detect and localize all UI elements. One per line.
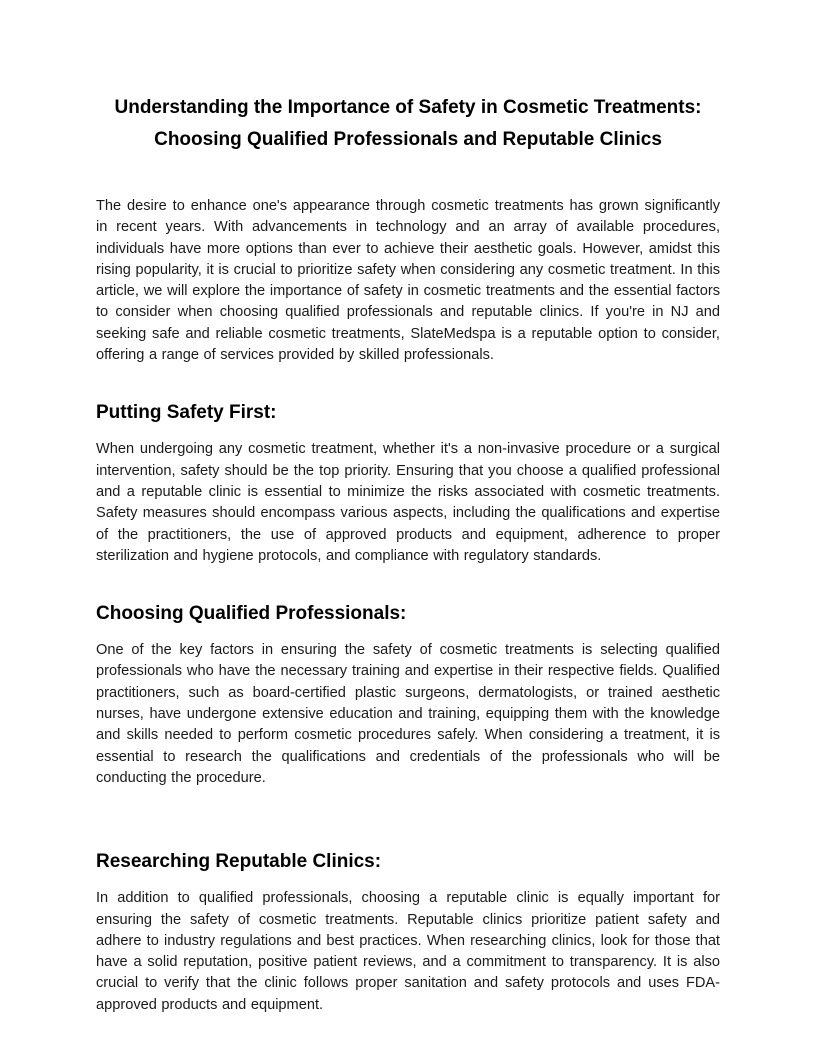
section-body-researching-reputable-clinics: In addition to qualified professionals, choosing a reputable clinic is equally important for ensuring the safety of cosmetic treatments. Reputable clinics prioritize patient safety and adhere to industry regulations and best practices. When researching clinics, look for those that have a solid reputation, positive patient reviews, and a commitment to transparency. It is also crucial to verify that the clinic follows proper sanitation and safety protocols and uses FDA-approved products and equipment.: [96, 890, 720, 1013]
section-body-choosing-qualified-professionals: One of the key factors in ensuring the safety of cosmetic treatments is selecting qualified professionals who have the necessary training and expertise in their respective fields. Qualified practitioners, such as board-certified plastic surgeons, dermatologists, or trained aesthetic nurses, have undergone extensive education and training, equipping them with the knowledge and skills needed to perform cosmetic procedures safely. When considering a treatment, it is essential to research the qualifications and credentials of the professionals who will be conducting the procedure.: [96, 642, 720, 786]
section-putting-safety-first: [96, 402, 720, 567]
intro-paragraph: The desire to enhance one's appearance through cosmetic treatments has grown significantly in recent years. With advancements in technology and an array of available procedures, individuals have more options than ever to achieve their aesthetic goals. However, amidst this rising popularity, it is crucial to prioritize safety when considering any cosmetic treatment. In this article, we will explore the importance of safety in cosmetic treatments and the essential factors to consider when choosing qualified professionals and reputable clinics. If you're in NJ and seeking safe and reliable cosmetic treatments, SlateMedspa is a reputable option to consider, offering a range of services provided by skilled professionals.: [96, 198, 720, 364]
section-researching-reputable-clinics: [96, 851, 720, 1016]
section-body-putting-safety-first: When undergoing any cosmetic treatment, whether it's a non-invasive procedure or a surgical intervention, safety should be the top priority. Ensuring that you choose a qualified professional and a reputable clinic is essential to minimize the risks associated with cosmetic treatments. Safety measures should encompass various aspects, including the qualifications and expertise of the practitioners, the use of approved products and equipment, adherence to proper sterilization and hygiene protocols, and compliance with regulatory standards.: [96, 441, 720, 564]
section-heading-researching-reputable-clinics: Researching Reputable Clinics:: [96, 851, 382, 873]
section-choosing-qualified-professionals: [96, 603, 720, 789]
section-heading-choosing-qualified-professionals: Choosing Qualified Professionals:: [96, 603, 407, 625]
document-title-line-2: Choosing Qualified Professionals and Reputable Clinics: [154, 129, 662, 150]
document-title-line-1: Understanding the Importance of Safety in Cosmetic Treatments:: [114, 97, 702, 118]
document-title: [96, 92, 720, 156]
section-heading-putting-safety-first: Putting Safety First:: [96, 402, 277, 424]
